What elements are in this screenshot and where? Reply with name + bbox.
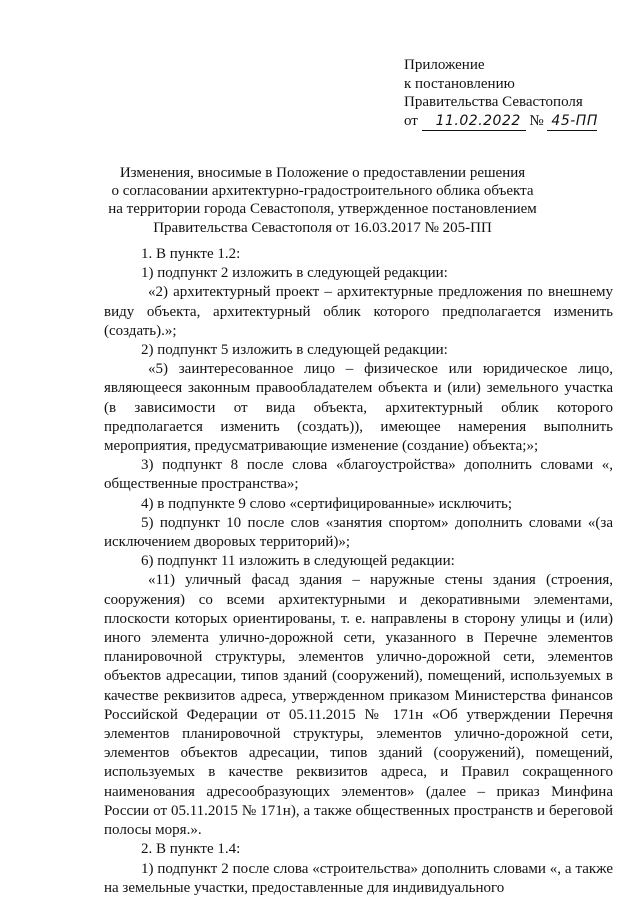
- title-line-2: о согласовании архитектурно-градостроительного облика объекта: [111, 183, 534, 200]
- paragraph-8: 5) подпункт 10 после слов «занятия спортом» дополнить словами «(за исключением дворовых территорий)»;: [104, 514, 613, 551]
- paragraph-5: «5) заинтересованное лицо – физическое или юридическое лицо, являющееся законным правообладателем объекта и (или) земельного участка (в зависимости от вида объекта, архитектурный облик которого предполагается изменить (создать)), имеющее намерения выполнить мероприятия, предусматривающие изменение (создание) объекта;»;: [104, 361, 613, 455]
- appendix-line-1: Приложение: [404, 57, 485, 73]
- paragraph-7: 4) в подпункте 9 слово «сертифицированные» исключить;: [141, 495, 513, 512]
- paragraph-9: 6) подпункт 11 изложить в следующей редакции:: [141, 553, 455, 570]
- paragraph-12: 1) подпункт 2 после слова «строительства» дополнить словами «, а также на земельные участки, предоставленные для индивидуального: [104, 860, 613, 896]
- document-body: [104, 245, 613, 898]
- paragraph-3: «2) архитектурный проект – архитектурные предложения по внешнему виду объекта, архитектурный облик которого предполагается изменить (создать).»;: [104, 284, 613, 339]
- appendix-header: [404, 56, 597, 131]
- paragraph-10: «11) уличный фасад здания – наружные стены здания (строения, сооружения) со всеми архитектурными и декоративными элементами, плоскости которых ориентированы, т. е. направлены в сторону улицы и (или) иного элемента улично-дорожной сети, указанного в Перечне элементов планировочной структуры, элементов улично-дорожной сети, элементов объектов адресации, типов зданий (сооружений), помещений, используемых в качестве реквизитов адреса, утвержденном приказом Министерства финансов Российской Федерации от 05.11.2015 № 171н «Об утверждении Перечня элементов планировочной структуры, элементов улично-дорожной сети, элементов объектов адресации, типов зданий (сооружений), помещений, используемых в качестве реквизитов адреса, и Правил сокращенного наименования адресообразующих элементов» (далее – приказ Минфина России от 05.11.2015 № 171н), а также общественных пространств и береговой полосы моря.».: [104, 572, 613, 839]
- number-prefix: №: [529, 112, 544, 129]
- title-line-3: на территории города Севастополя, утвержденное постановлением: [108, 201, 537, 218]
- appendix-date-line: [404, 112, 597, 132]
- date-prefix: от: [404, 112, 418, 129]
- paragraph-2: 1) подпункт 2 изложить в следующей редакции:: [141, 265, 448, 282]
- paragraph-11: 2. В пункте 1.4:: [141, 841, 241, 858]
- title-line-1: Изменения, вносимые в Положение о предоставлении решения: [119, 165, 526, 181]
- paragraph-6: 3) подпункт 8 после слова «благоустройства» дополнить словами «, общественные пространства»;: [104, 457, 613, 493]
- appendix-line-2: к постановлению: [404, 75, 515, 92]
- document-title: [100, 164, 545, 237]
- appendix-line-3: Правительства Севастополя: [404, 94, 583, 110]
- handwritten-number: 45-ПП: [547, 112, 597, 132]
- paragraph-1: 1. В пункте 1.2:: [141, 246, 241, 262]
- handwritten-date: 11.02.2022: [422, 112, 526, 132]
- paragraph-4: 2) подпункт 5 изложить в следующей редакции:: [141, 342, 448, 359]
- title-line-4: Правительства Севастополя от 16.03.2017 № 205-ПП: [153, 219, 492, 236]
